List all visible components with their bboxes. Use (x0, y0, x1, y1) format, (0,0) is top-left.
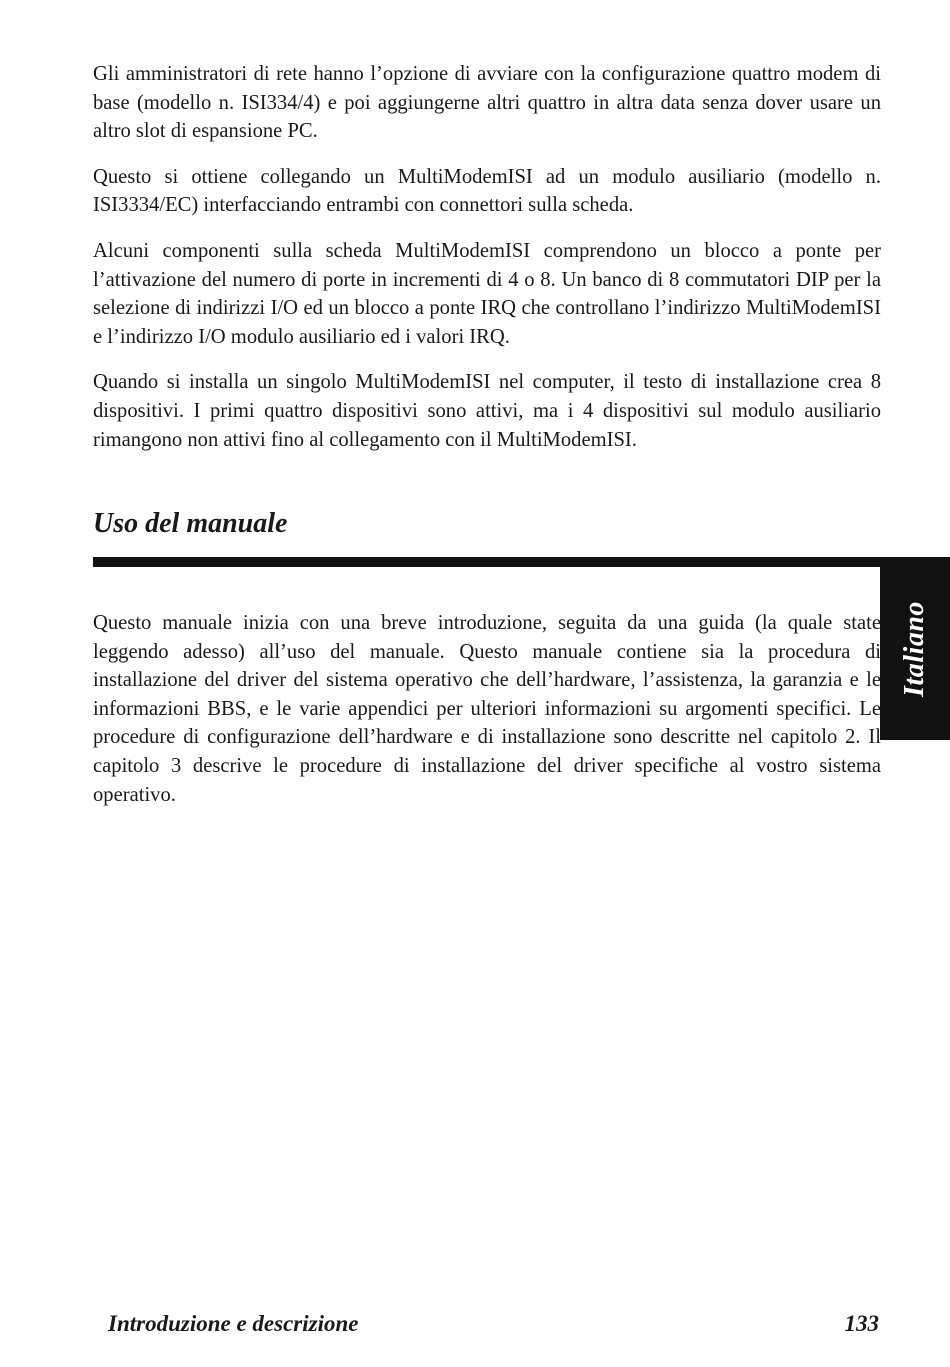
intro-text-block (93, 60, 881, 471)
footer-chapter-title: Introduzione e descrizione (108, 1311, 359, 1336)
intro-paragraph: Questo si ottiene collegando un MultiModemISI ad un modulo ausiliario (modello n. ISI3334/EC) interfacciando entrambi con connettori sulla scheda. (93, 165, 881, 217)
intro-paragraph: Gli amministratori di rete hanno l’opzione di avviare con la configurazione quattro modem di base (modello n. ISI334/4) e poi aggiungerne altri quattro in altra data senza dover usare un altro slot di espansione PC. (93, 63, 881, 143)
language-tab-label: Italiano (899, 600, 930, 697)
footer-page-number: 133 (844, 1311, 879, 1336)
language-side-tab (880, 557, 950, 740)
section-paragraph: Questo manuale inizia con una breve introduzione, seguita da una guida (la quale state leggendo adesso) all’uso del manuale. Questo manuale contiene sia la procedura di installazione del driver del sistema operativo che dell’hardware, l’assistenza, la garanzia e le informazioni BBS, e le varie appendici per ulteriori informazioni su argomenti specifici. Le procedure di configurazione dell’hardware e di installazione sono descritte nel capitolo 2. Il capitolo 3 descrive le procedure di installazione del driver specifiche al vostro sistema operativo. (93, 612, 881, 806)
section-divider-rule (93, 557, 883, 567)
intro-paragraph: Quando si installa un singolo MultiModemISI nel computer, il testo di installazione crea 8 dispositivi. I primi quattro dispositivi sono attivi, ma i 4 dispositivi sul modulo ausiliario rimangono non attivi fino al collegamento con il MultiModemISI. (93, 371, 881, 451)
section-body-block (93, 609, 881, 826)
intro-paragraph: Alcuni componenti sulla scheda MultiModemISI comprendono un blocco a ponte per l’attivazione del numero di porte in incrementi di 4 o 8. Un banco di 8 commutatori DIP per la selezione di indirizzi I/O ed un blocco a ponte IRQ che controllano l’indirizzo MultiModemISI e l’indirizzo I/O modulo ausiliario ed i valori IRQ. (93, 239, 881, 348)
section-heading: Uso del manuale (93, 508, 288, 539)
